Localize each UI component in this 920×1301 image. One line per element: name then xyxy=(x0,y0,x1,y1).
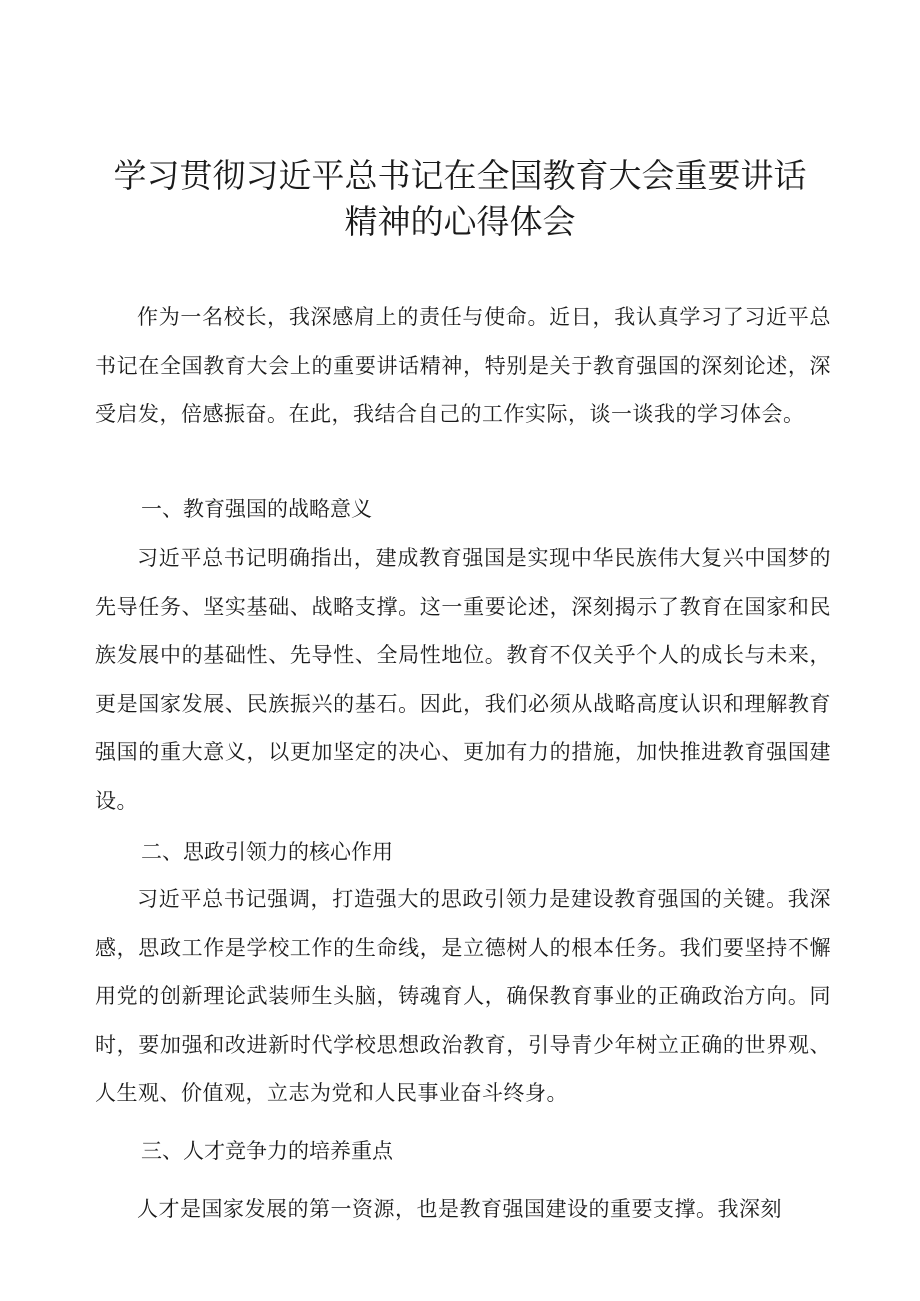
document-title-line-1: 学习贯彻习近平总书记在全国教育大会重要讲话 xyxy=(113,156,807,195)
section-paragraph-2: 习近平总书记强调，打造强大的思政引领力是建设教育强国的关键。我深感，思政工作是学校工作的生命线，是立德树人的根本任务。我们要坚持不懈用党的创新理论武装师生头脑，铸魂育人，确保教育事业的正确政治方向。同时，要加强和改进新时代学校思想政治教育，引导青少年树立正确的世界观、人生观、价值观，立志为党和人民事业奋斗终身。 xyxy=(95,887,831,1106)
section-heading-2: 二、思政引领力的核心作用 xyxy=(141,840,393,864)
section-paragraph-3: 人才是国家发展的第一资源，也是教育强国建设的重要支撑。我深刻 xyxy=(137,1197,782,1221)
section-paragraph-1: 习近平总书记明确指出，建成教育强国是实现中华民族伟大复兴中国梦的先导任务、坚实基础、战略支撑。这一重要论述，深刻揭示了教育在国家和民族发展中的基础性、先导性、全局性地位。教育不仅关乎个人的成长与未来，更是国家发展、民族振兴的基石。因此，我们必须从战略高度认识和理解教育强国的重大意义，以更加坚定的决心、更加有力的措施，加快推进教育强国建设。 xyxy=(95,546,831,813)
document-title-line-2: 精神的心得体会 xyxy=(344,202,576,241)
intro-paragraph: 作为一名校长，我深感肩上的责任与使命。近日，我认真学习了习近平总书记在全国教育大会上的重要讲话精神，特别是关于教育强国的深刻论述，深受启发，倍感振奋。在此，我结合自己的工作实际，谈一谈我的学习体会。 xyxy=(95,305,831,427)
section-heading-3: 三、人才竞争力的培养重点 xyxy=(141,1139,393,1163)
section-heading-1: 一、教育强国的战略意义 xyxy=(141,497,372,521)
